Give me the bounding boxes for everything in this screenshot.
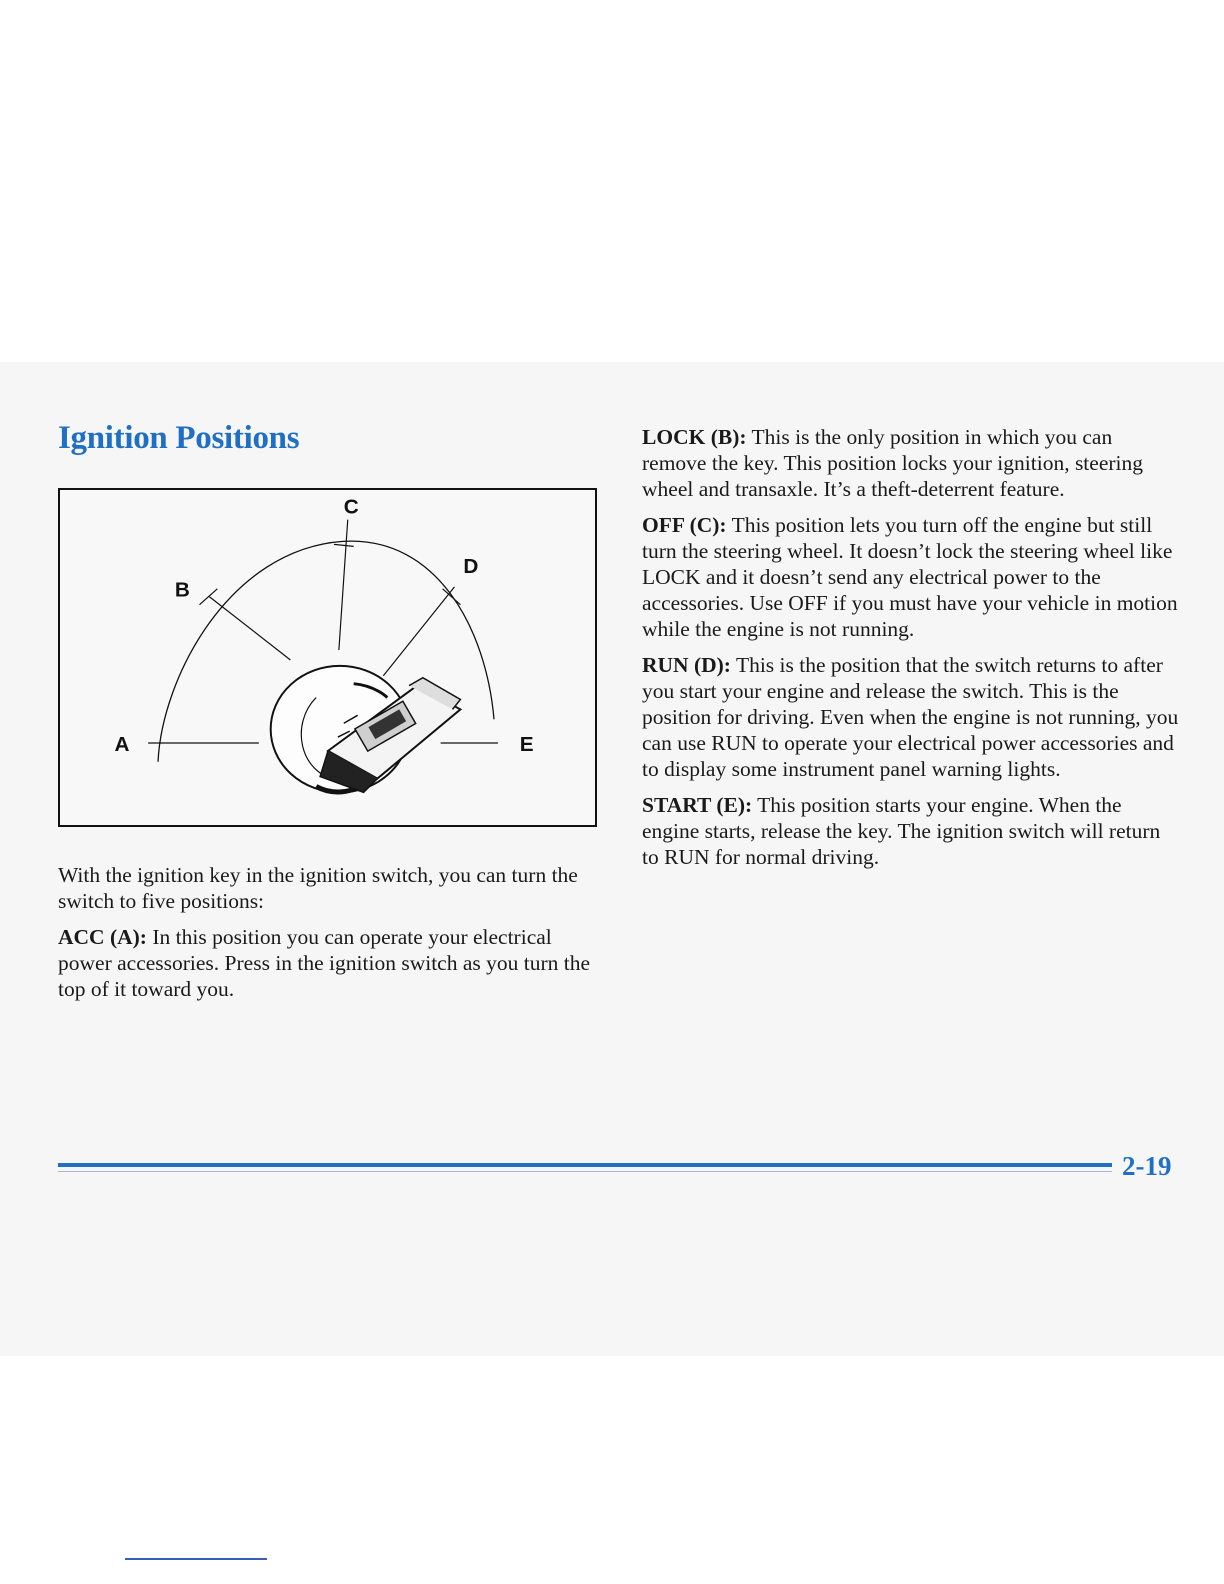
start-text: This position starts your engine. When the engine starts, release the key. The ignition switch will return to RUN for normal driving. xyxy=(642,793,1161,869)
leader-d xyxy=(383,587,454,676)
lock-paragraph xyxy=(642,424,1182,502)
bottom-divider xyxy=(125,1558,267,1560)
acc-text: In this position you can operate your electrical power accessories. Press in the ignition switch as you turn the top of it toward you. xyxy=(58,925,591,1001)
left-column xyxy=(58,862,606,1012)
page-number: 2-19 xyxy=(1122,1151,1172,1181)
label-a: A xyxy=(114,732,130,756)
label-c: C xyxy=(343,495,359,519)
lock-term: LOCK (B): xyxy=(642,425,747,449)
label-b: B xyxy=(174,578,190,602)
right-column xyxy=(642,424,1182,880)
acc-term: ACC (A): xyxy=(58,925,147,949)
intro-paragraph xyxy=(58,862,606,914)
off-text: This position lets you turn off the engine but still turn the steering wheel. It doesn’t lock the steering wheel like LOCK and it doesn’t send any electrical power to the accessories. Use OFF if you must have your vehicle in motion while the engine is not running. xyxy=(642,513,1178,641)
page-title: Ignition Positions xyxy=(58,420,300,456)
label-e: E xyxy=(519,732,534,756)
start-term: START (E): xyxy=(642,793,753,817)
acc-paragraph xyxy=(58,924,606,1002)
leader-c xyxy=(339,520,348,650)
off-paragraph xyxy=(642,512,1182,642)
footer-rule-thin xyxy=(58,1171,1112,1172)
off-term: OFF (C): xyxy=(642,513,727,537)
intro-text: With the ignition key in the ignition switch, you can turn the switch to five positions: xyxy=(58,863,578,913)
start-paragraph xyxy=(642,792,1182,870)
leader-b xyxy=(209,597,290,660)
tick-b xyxy=(200,589,218,605)
lock-text: This is the only position in which you can remove the key. This position locks your ignition, steering wheel and transaxle. It’s a theft-deterrent feature. xyxy=(642,425,1143,501)
run-text: This is the position that the switch returns to after you start your engine and release the switch. This is the position for driving. Even when the engine is not running, you can use RUN to operate your electrical power accessories and to display some instrument panel warning lights. xyxy=(642,653,1179,781)
ignition-diagram xyxy=(58,488,597,827)
run-term: RUN (D): xyxy=(642,653,731,677)
run-paragraph xyxy=(642,652,1182,782)
label-d: D xyxy=(463,555,479,579)
arc-tick-c xyxy=(334,544,354,546)
ignition-diagram-svg xyxy=(60,490,595,825)
footer-rule xyxy=(58,1163,1112,1167)
